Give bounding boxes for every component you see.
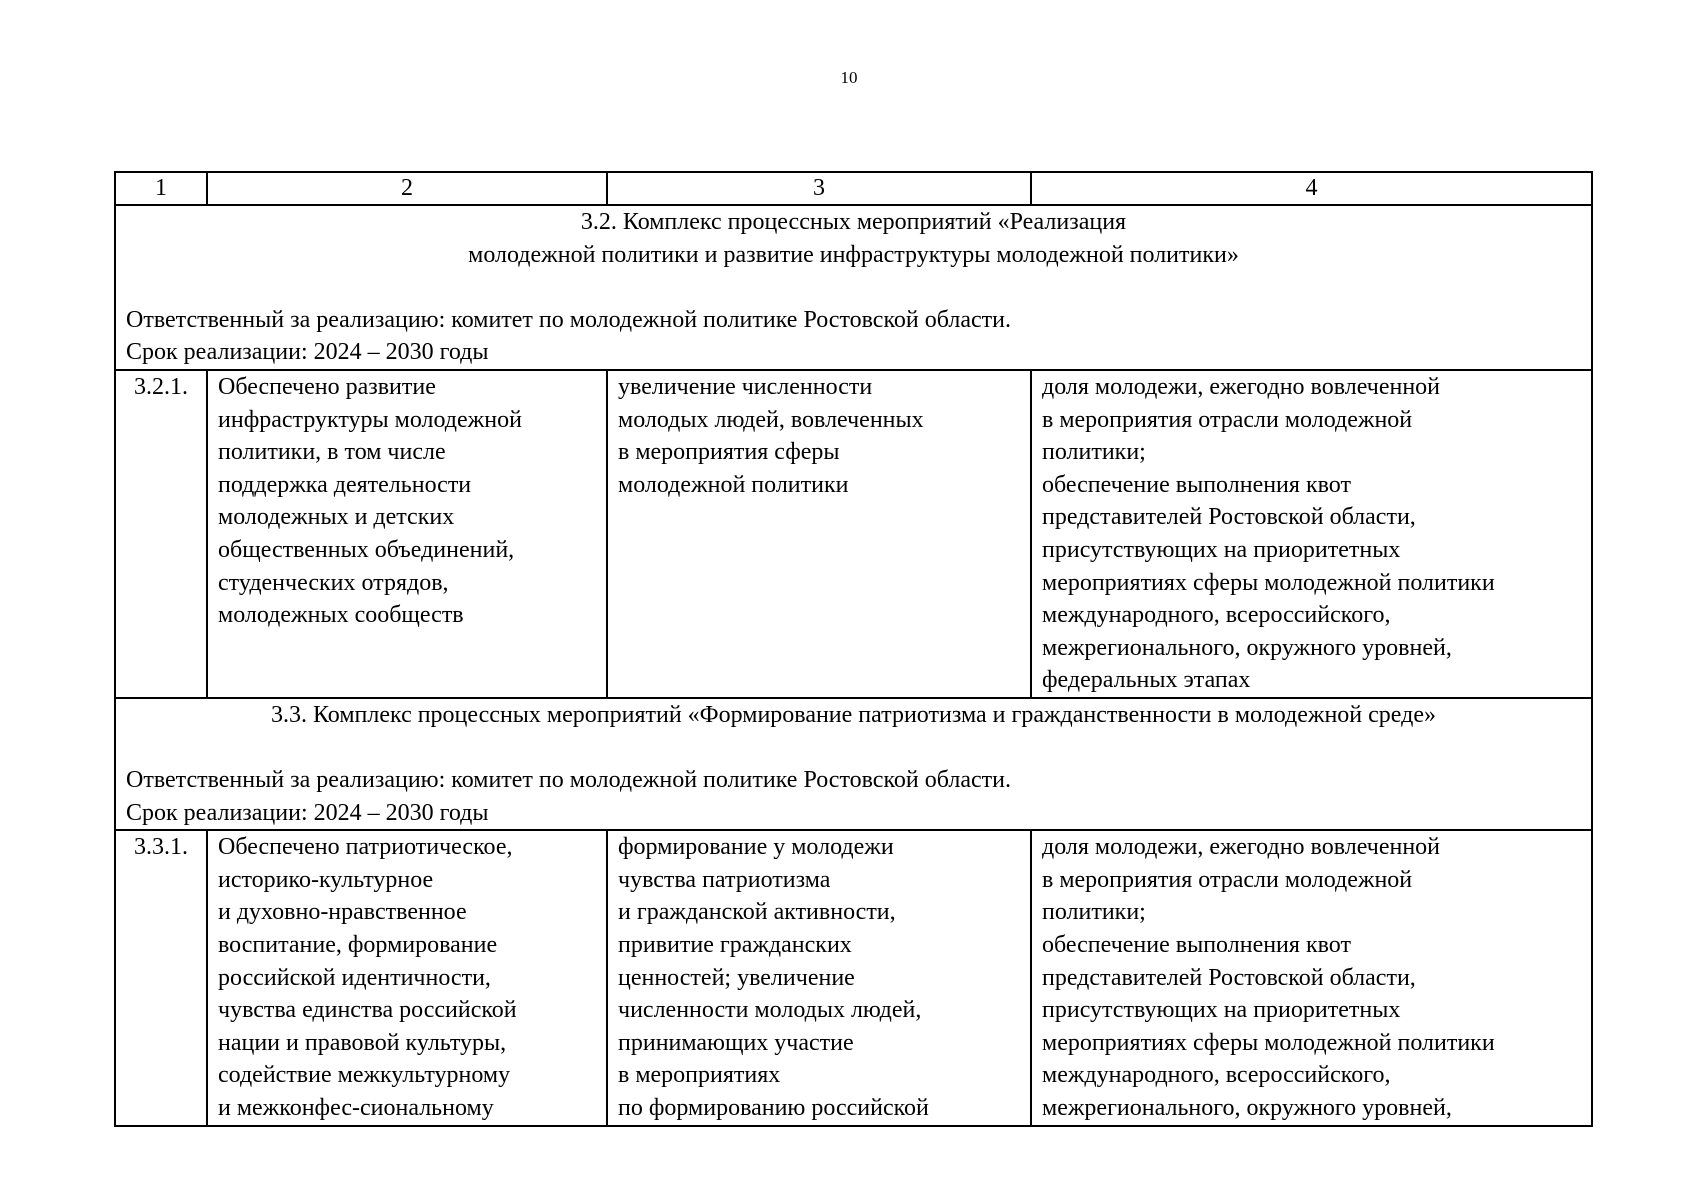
section-title [126, 699, 1581, 732]
row-indicator [1031, 370, 1592, 698]
indicator-line: обеспечение выполнения квот [1042, 932, 1351, 959]
section-header-cell [115, 698, 1592, 830]
section-title-line: молодежной политики и развитие инфраструктуры молодежной политики» [468, 241, 1239, 268]
row-effect [607, 370, 1031, 698]
task-line: молодежных и детских [218, 504, 455, 531]
indicator-line: мероприятиях сферы молодежной политики [1042, 1029, 1495, 1056]
effect-line: формирование у молодежи [618, 834, 894, 861]
indicator-line: международного, всероссийского, [1042, 602, 1391, 629]
indicator-line: мероприятиях сферы молодежной политики [1042, 569, 1495, 596]
column-header-1: 1 [115, 172, 207, 205]
indicator-line: международного, всероссийского, [1042, 1062, 1391, 1089]
indicator-line: представителей Ростовской области, [1042, 504, 1416, 531]
row-number: 3.2.1. [115, 370, 207, 698]
row-task [207, 830, 607, 1125]
indicator-line: обеспечение выполнения квот [1042, 471, 1351, 498]
task-line: и духовно-нравственное [218, 899, 467, 926]
measures-table [114, 171, 1593, 1127]
effect-line: в мероприятия сферы [618, 439, 840, 466]
task-line: поддержка деятельности [218, 471, 472, 498]
section-responsible: Ответственный за реализацию: комитет по молодежной политике Ростовской области. [126, 767, 1011, 794]
section-header-row [115, 205, 1592, 370]
effect-line: в мероприятиях [618, 1062, 781, 1089]
column-header-4: 4 [1031, 172, 1592, 205]
effect-line: молодежной политики [618, 471, 849, 498]
row-indicator [1031, 830, 1592, 1125]
section-title [126, 206, 1581, 271]
indicator-line: присутствующих на приоритетных [1042, 997, 1401, 1024]
task-line: нации и правовой культуры, [218, 1029, 507, 1056]
effect-line: и гражданской активности, [618, 899, 896, 926]
task-line: инфраструктуры молодежной [218, 406, 522, 433]
task-line: Обеспечено патриотическое, [218, 834, 513, 861]
indicator-line: доля молодежи, ежегодно вовлеченной [1042, 834, 1441, 861]
effect-line: чувства патриотизма [618, 866, 831, 893]
indicator-line: в мероприятия отрасли молодежной [1042, 406, 1413, 433]
page-number: 10 [840, 68, 858, 87]
indicator-line: межрегионального, окружного уровней, [1042, 634, 1452, 661]
task-line: содействие межкультурному [218, 1062, 511, 1089]
task-line: Обеспечено развитие [218, 373, 436, 400]
section-header-cell [115, 205, 1592, 370]
section-term: Срок реализации: 2024 – 2030 годы [126, 339, 489, 366]
indicator-line: федеральных этапах [1042, 667, 1251, 694]
effect-line: ценностей; увеличение [618, 964, 855, 991]
effect-line: численности молодых людей, [618, 997, 922, 1024]
effect-line: по формированию российской [618, 1095, 929, 1122]
section-responsible: Ответственный за реализацию: комитет по молодежной политике Ростовской области. [126, 306, 1011, 333]
effect-line: молодых людей, вовлеченных [618, 406, 924, 433]
section-term: Срок реализации: 2024 – 2030 годы [126, 799, 489, 826]
task-line: общественных объединений, [218, 536, 515, 563]
task-line: и межконфес-сиональному [218, 1095, 494, 1122]
indicator-line: присутствующих на приоритетных [1042, 536, 1401, 563]
indicator-line: политики; [1042, 439, 1146, 466]
task-line: воспитание, формирование [218, 932, 498, 959]
task-line: молодежных сообществ [218, 602, 464, 629]
task-line: чувства единства российской [218, 997, 517, 1024]
column-number-row [115, 172, 1592, 205]
task-line: историко-культурное [218, 866, 434, 893]
section-title-line: 3.2. Комплекс процессных мероприятий «Реализация [580, 209, 1127, 235]
section-header-row [115, 698, 1592, 830]
indicator-line: межрегионального, окружного уровней, [1042, 1095, 1452, 1122]
table-row [115, 830, 1592, 1125]
indicator-line: доля молодежи, ежегодно вовлеченной [1042, 373, 1441, 400]
section-title-line: 3.3. Комплекс процессных мероприятий «Формирование патриотизма и гражданственности в молодежной среде» [270, 701, 1436, 728]
task-line: российской идентичности, [218, 964, 491, 991]
table-row [115, 370, 1592, 698]
task-line: студенческих отрядов, [218, 569, 449, 596]
effect-line: увеличение численности [618, 373, 873, 400]
row-task [207, 370, 607, 698]
effect-line: привитие гражданских [618, 932, 852, 959]
indicator-line: политики; [1042, 899, 1146, 926]
row-number: 3.3.1. [115, 830, 207, 1125]
effect-line: принимающих участие [618, 1029, 854, 1056]
task-line: политики, в том числе [218, 439, 446, 466]
indicator-line: в мероприятия отрасли молодежной [1042, 866, 1413, 893]
column-header-3: 3 [607, 172, 1031, 205]
row-effect [607, 830, 1031, 1125]
column-header-2: 2 [207, 172, 607, 205]
indicator-line: представителей Ростовской области, [1042, 964, 1416, 991]
